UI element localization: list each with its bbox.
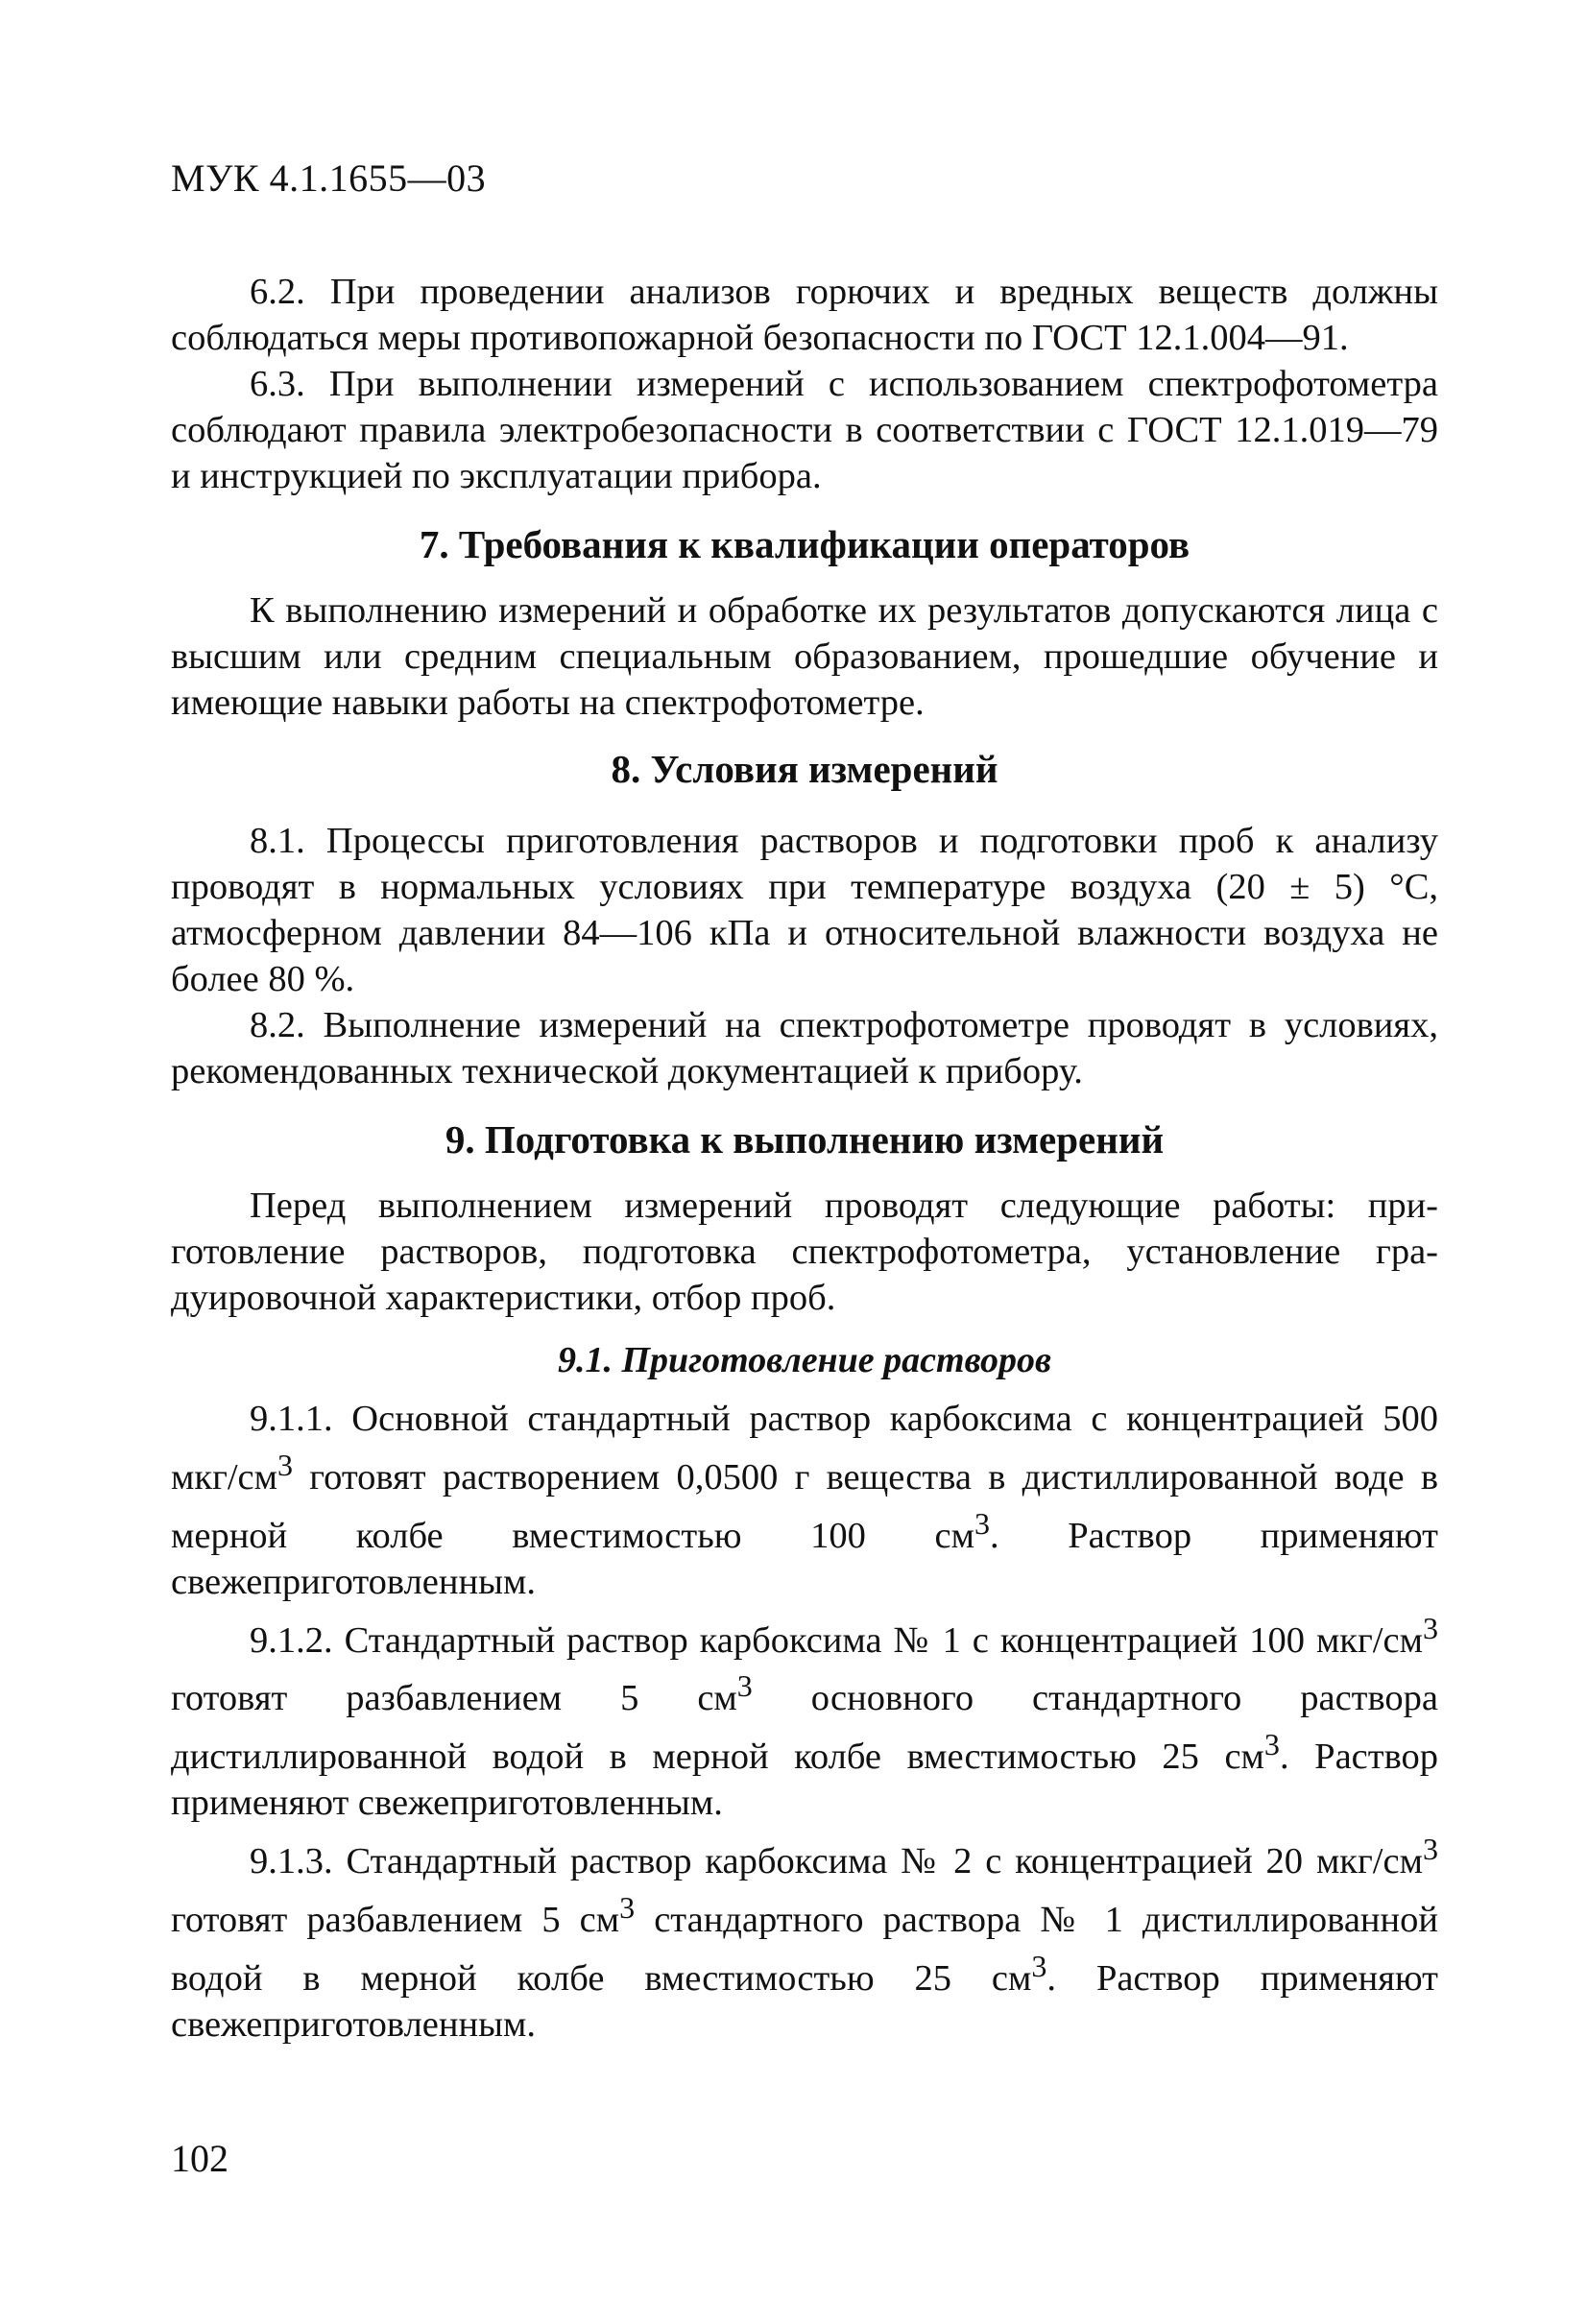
text-segment: . Раствор применяют свежеприготовленным. [171, 1515, 1438, 1602]
superscript: 3 [1422, 1832, 1438, 1867]
text-segment: . Раствор применяют свежеприготовленным. [171, 1957, 1438, 2045]
superscript: 3 [736, 1668, 753, 1704]
text-segment: 9.1.1. Основной стандартный раствор карбоксима с концентрацией 500 мкг/см [171, 1399, 1438, 1497]
paragraph-8-2: 8.2. Выполнение измерений на спектрофотометре проводят в условиях, рекомендованных технической документацией к прибору. [171, 1005, 1438, 1091]
text-segment: основного стандартного раствора дистиллированной водой в мерной колбе вместимостью 25 см [171, 1678, 1439, 1778]
text-segment: готовят разбавлением 5 см [171, 1899, 620, 1940]
superscript: 3 [619, 1889, 636, 1925]
paragraph-9-1-3 [171, 1826, 1438, 2047]
paragraph-9-1-1 [171, 1396, 1438, 1605]
subsection-9-1-heading: 9.1. Приготовление растворов [557, 1340, 1052, 1380]
text-segment: 9.1.3. Стандартный раствор карбоксима № 2 с концентрацией 20 мкг/см [250, 1840, 1423, 1881]
superscript: 3 [1031, 1948, 1047, 1983]
page-body [171, 269, 1438, 2048]
text-segment: стандартного раствора № 1 дистиллированной водой в мерной колбе вместимостью 25 см [171, 1899, 1438, 1999]
text-segment: готовят растворением 0,0500 г вещества в дистиллированной воде в мерной колбе вместимостью 100 см [171, 1456, 1438, 1556]
paragraph-6-2: 6.2. При проведении анализов горючих и вредных веществ должны соблюдаться меры противопожарной безопасности по ГОСТ 12.1.004—91. [171, 272, 1438, 358]
superscript: 3 [1422, 1610, 1438, 1645]
paragraph-8-1: 8.1. Процессы приготовления растворов и подготовки проб к анализу проводят в нормальных условиях при температуре воздуха (20 ± 5) °С, атмосферном давлении 84—106 кПа и относительной влажности воздуха не более 80 %. [171, 821, 1438, 999]
paragraph-9: Перед выполнением измерений проводят следующие работы: приготовление растворов, подготовка спектрофотометра, установление градуировочной характеристики, отбор проб. [171, 1186, 1438, 1318]
section-7-heading: 7. Требования к квалификации операторов [419, 522, 1190, 566]
document-code: МУК 4.1.1655—03 [171, 156, 487, 200]
paragraph-9-1-2 [171, 1605, 1438, 1826]
superscript: 3 [1263, 1727, 1280, 1762]
text-segment: . Раствор применяют свежеприготовленным. [171, 1737, 1438, 1824]
section-9-heading: 9. Подготовка к выполнению измерений [445, 1117, 1165, 1162]
text-segment: готовят разбавлением 5 см [171, 1678, 737, 1719]
section-8-heading: 8. Условия измерений [611, 747, 998, 791]
paragraph-6-3: 6.3. При выполнении измерений с использованием спектрофотометра соблюдают правила электробезопасности в соответствии с ГОСТ 12.1.019—79 и инструкцией по эксплуатации прибора. [171, 364, 1438, 496]
text-segment: 9.1.2. Стандартный раствор карбоксима № 1 с концентрацией 100 мкг/см [250, 1619, 1423, 1661]
page-number: 102 [171, 2137, 228, 2180]
superscript: 3 [277, 1448, 294, 1482]
paragraph-7: К выполнению измерений и обработке их результатов допускаются лица с высшим или средним специальным образованием, прошедшие обучение и имеющие навыки работы на спектрофотометре. [171, 590, 1438, 723]
superscript: 3 [974, 1505, 990, 1541]
